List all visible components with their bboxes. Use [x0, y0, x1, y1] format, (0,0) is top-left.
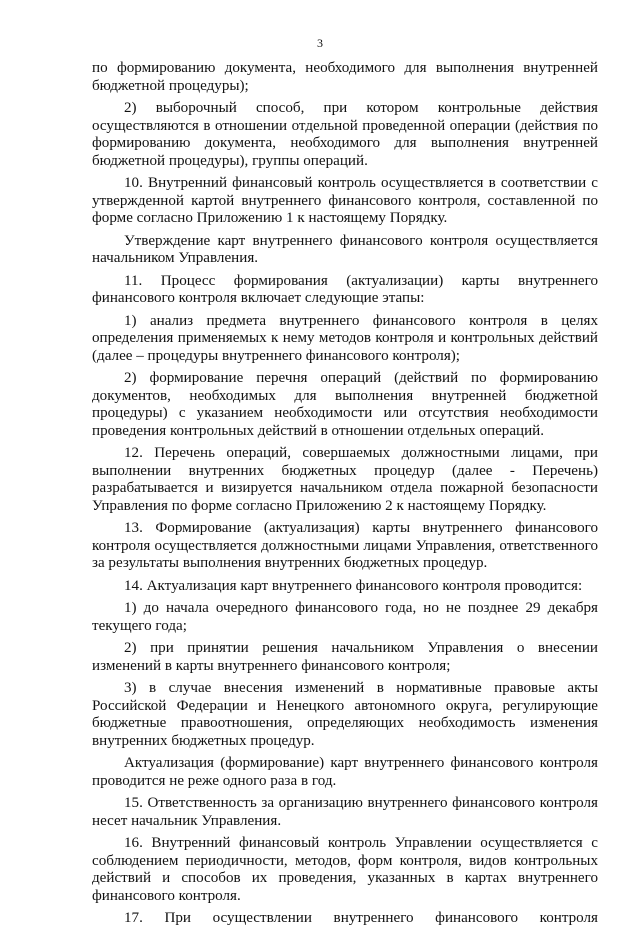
paragraph-continuation: по формированию документа, необходимого для выполнения внутренней бюджетной процедуры);: [92, 60, 598, 94]
paragraph-item-2-selective-method: 2) выборочный способ, при котором контрольные действия осуществляются в отношении отдельной проведенной операции (действия по формированию документа, необходимого для выполнения внутренней бюджетной процедуры), группы операций.: [92, 100, 598, 169]
paragraph-clause-17: 17. При осуществлении внутреннего финансового контроля: [124, 910, 598, 926]
paragraph-clause-14-item-1: 1) до начала очередного финансового года, но не позднее 29 декабря текущего года;: [92, 600, 598, 634]
paragraph-clause-11-item-2: 2) формирование перечня операций (действий по формированию документов, необходимых для выполнения внутренней бюджетной процедуры) с указанием необходимости или отсутствия необходимости проведения контрольных действий в отношении отдельных операций.: [92, 370, 598, 439]
paragraph-clause-16: 16. Внутренний финансовый контроль Управлении осуществляется с соблюдением периодичности, методов, форм контроля, видов контрольных действий и способов их проведения, указанных в картах внутреннего финансового контроля.: [92, 835, 598, 904]
paragraph-clause-10: 10. Внутренний финансовый контроль осуществляется в соответствии с утвержденной картой внутреннего финансового контроля, составленной по форме согласно Приложению 1 к настоящему Порядку.: [92, 175, 598, 226]
paragraph-clause-13: 13. Формирование (актуализация) карты внутреннего финансового контроля осуществляется должностными лицами Управления, ответственного за результаты выполнения внутренних бюджетных процедур.: [92, 520, 598, 571]
paragraph-update-frequency: Актуализация (формирование) карт внутреннего финансового контроля проводится не реже одного раза в год.: [92, 755, 598, 789]
paragraph-clause-11-item-1: 1) анализ предмета внутреннего финансового контроля в целях определения применяемых к нему методов контроля и контрольных действий (далее – процедуры внутреннего финансового контроля);: [92, 312, 598, 364]
page-number: 3: [317, 36, 323, 50]
paragraph-clause-14-item-3: 3) в случае внесения изменений в нормативные правовые акты Российской Федерации и Ненецкого автономного округа, регулирующие бюджетные правоотношения, определяющих необходимость изменения внутренних бюджетных процедур.: [92, 680, 598, 749]
paragraph-map-approval: Утверждение карт внутреннего финансового контроля осуществляется начальником Управления.: [92, 232, 598, 266]
paragraph-clause-14: 14. Актуализация карт внутреннего финансового контроля проводится:: [124, 577, 583, 594]
paragraph-clause-15: 15. Ответственность за организацию внутреннего финансового контроля несет начальник Управления.: [92, 795, 598, 829]
document-body: [92, 60, 598, 933]
paragraph-clause-14-item-2: 2) при принятии решения начальником Управления о внесении изменений в карты внутреннего финансового контроля;: [92, 640, 598, 674]
paragraph-clause-12: 12. Перечень операций, совершаемых должностными лицами, при выполнении внутренних бюджетных процедур (далее - Перечень) разрабатывается и визируется начальником отдела пожарной безопасности Управления по форме согласно Приложению 2 к настоящему Порядку.: [92, 445, 598, 514]
paragraph-clause-11: 11. Процесс формирования (актуализации) карты внутреннего финансового контроля включает следующие этапы:: [92, 272, 598, 306]
